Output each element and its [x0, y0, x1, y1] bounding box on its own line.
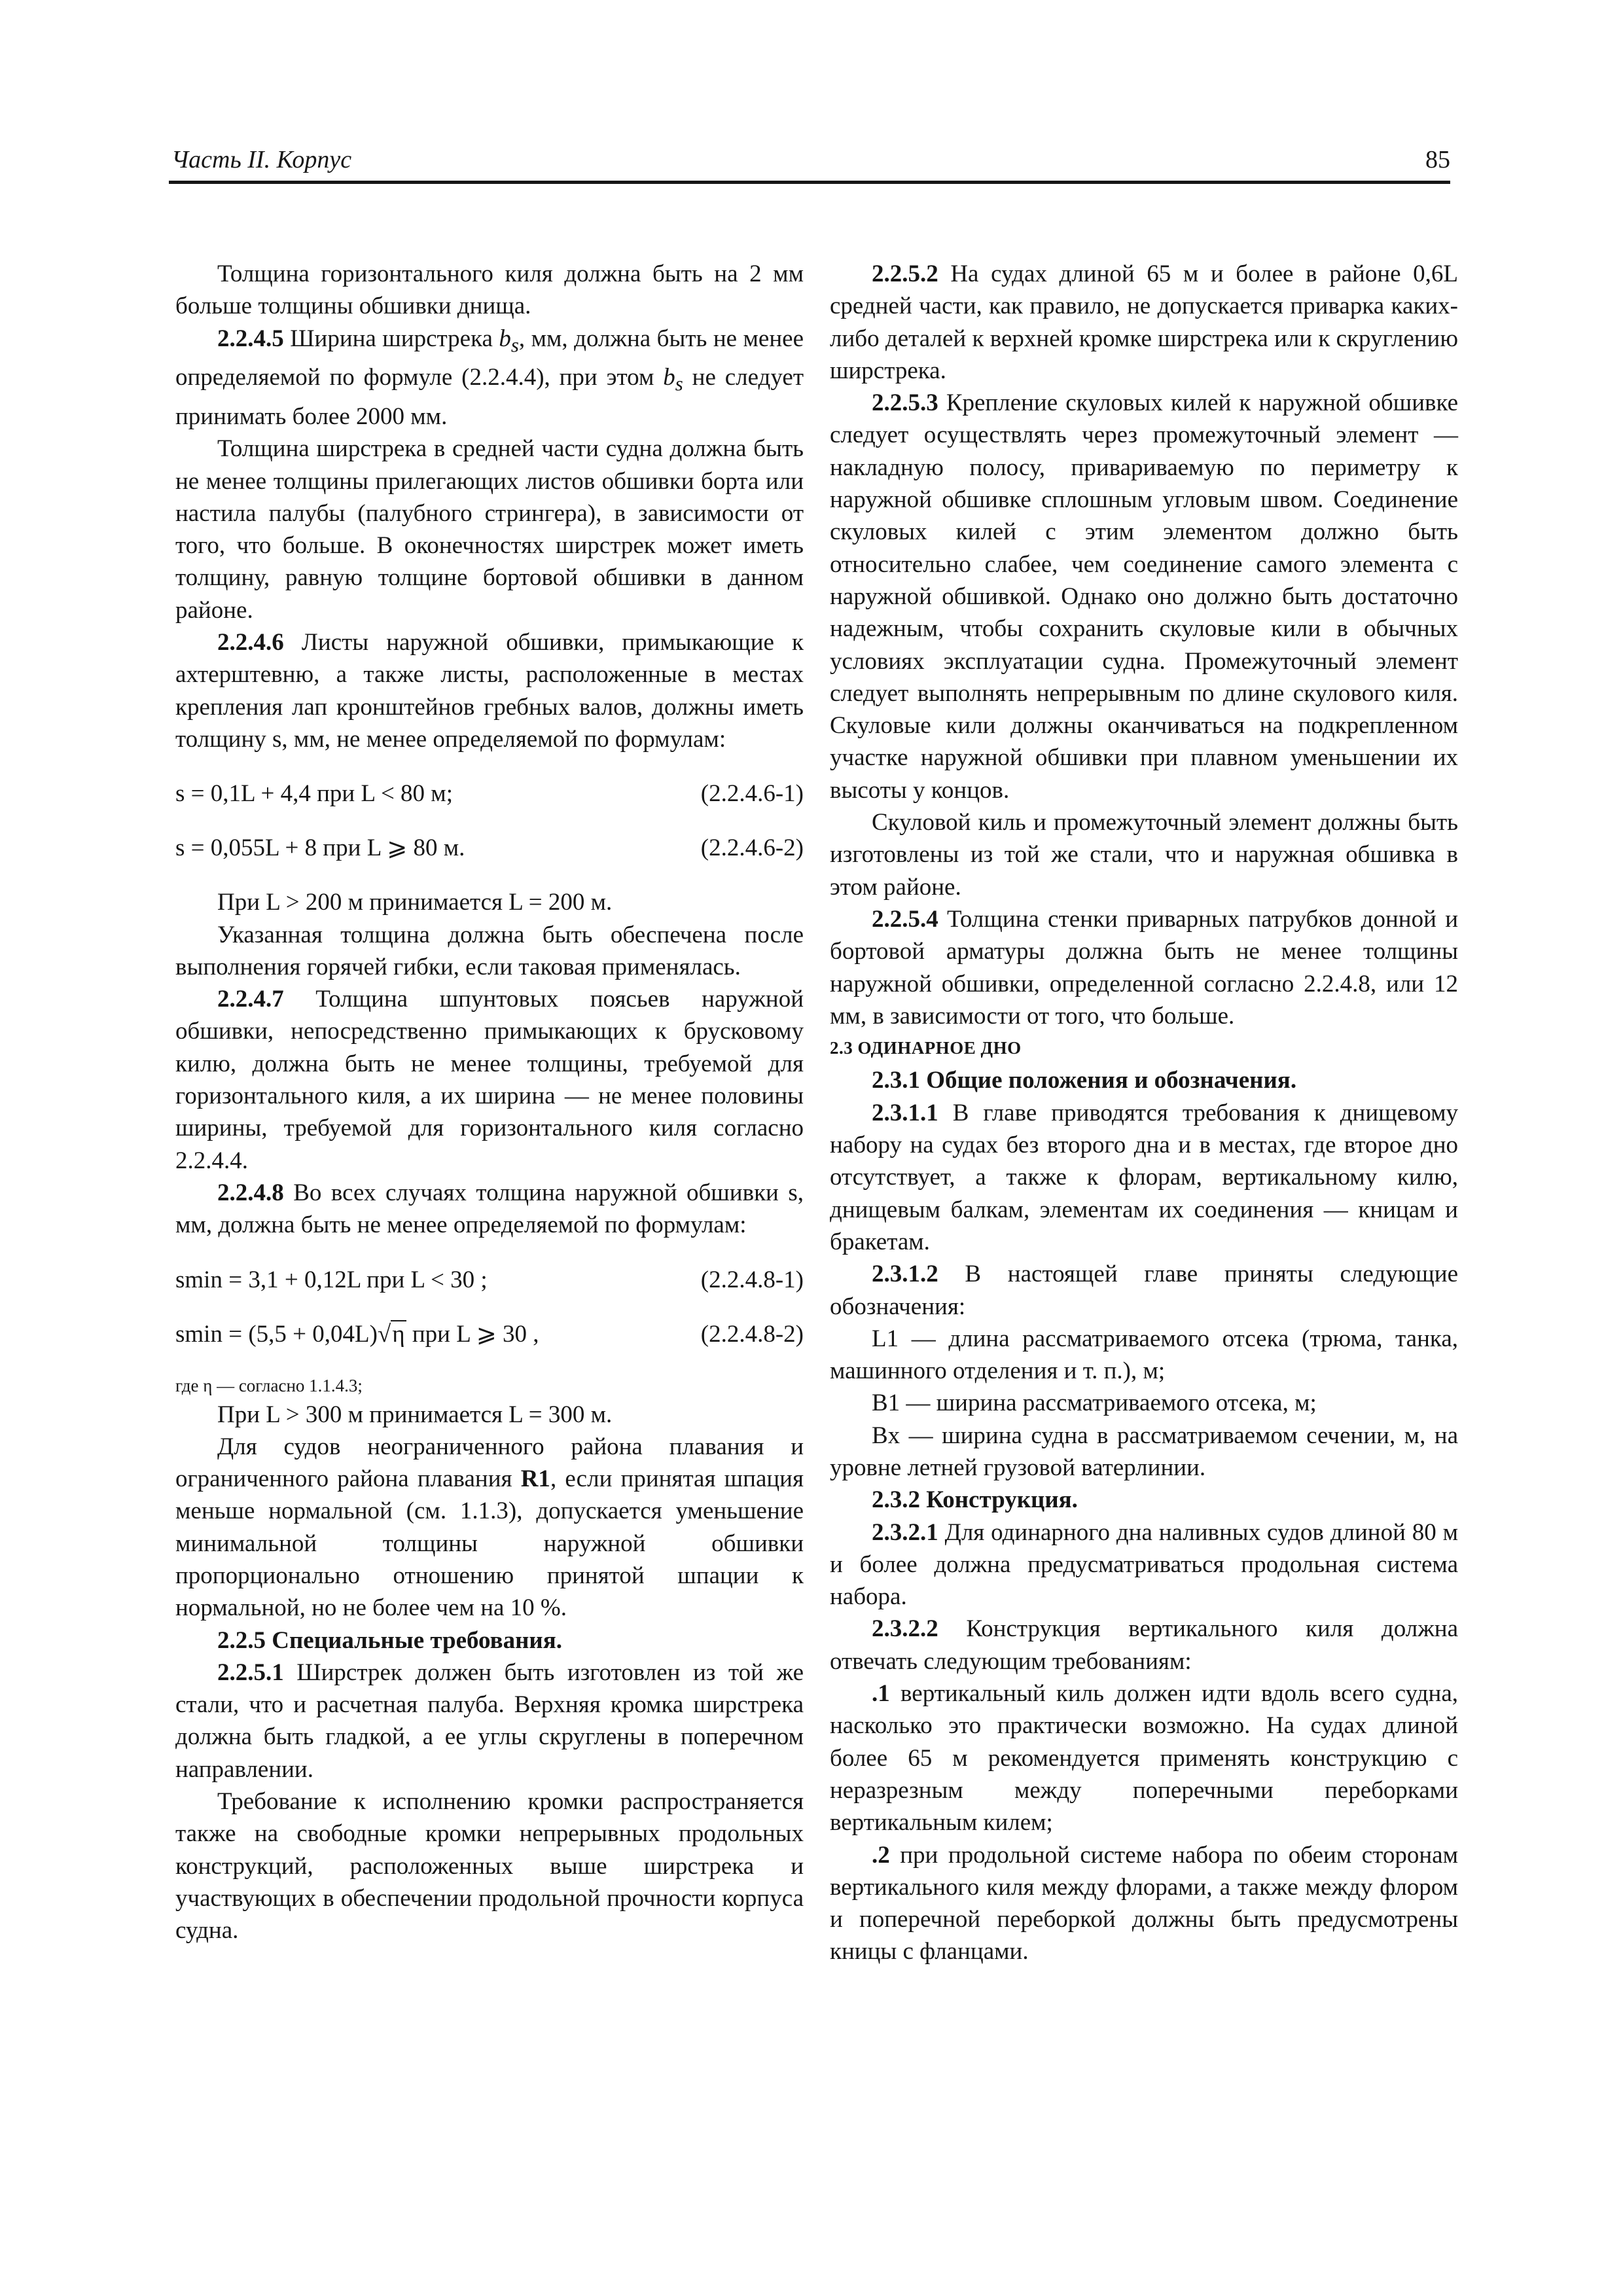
paragraph — [175, 1431, 804, 1624]
page-number: 85 — [1425, 146, 1450, 173]
formula-expression: smin = (5,5 + 0,04L)√η при L ⩾ 30 , — [175, 1320, 539, 1348]
paragraph-2-2-5-2 — [830, 258, 1458, 387]
formula-2-2-4-6-1 — [175, 778, 804, 810]
text: Для судов неограниченного района плавания и ограниченного района плавания — [175, 1433, 804, 1493]
formula-2-2-4-8-1 — [175, 1264, 804, 1296]
paragraph: Требование к исполнению кромки распространяется также на свободные кромки непрерывных продольных конструкций, расположенных выше ширстрека и участвующих в обеспечении продольной прочности корпуса судна. — [175, 1788, 804, 1945]
formula-expression: s = 0,1L + 4,4 при L < 80 м; — [175, 780, 454, 808]
clause-number: 2.2.4.8 — [217, 1179, 284, 1206]
running-header — [169, 145, 1450, 182]
paragraph-2-2-5-1 — [175, 1657, 804, 1785]
paragraph-2-2-4-6 — [175, 626, 804, 755]
header-rule — [169, 181, 1450, 184]
list-item — [830, 1677, 1458, 1839]
paragraph-2-2-4-8 — [175, 1177, 804, 1242]
formula-2-2-4-8-2 — [175, 1318, 804, 1350]
definition: L1 — длина рассматриваемого отсека (трюма, танка, машинного отделения и т. п.), м; — [830, 1325, 1458, 1385]
text: Во всех случаях толщина наружной обшивки s, мм, должна быть не менее определяемой по формулам: — [175, 1179, 804, 1239]
subsection-heading — [830, 1484, 1458, 1516]
subscript: s — [510, 333, 519, 356]
equation-number: (2.2.4.8-2) — [700, 1320, 804, 1348]
text: Ширстрек должен быть изготовлен из той же стали, что и расчетная палуба. Верхняя кромка ширстрека должна быть гладкой, а ее углы скруглены в поперечном направлении. — [175, 1659, 804, 1783]
clause-number: 2.2.5.2 — [872, 260, 938, 287]
definition: B1 — ширина рассматриваемого отсека, м; — [872, 1390, 1317, 1417]
clause-number: 2.3.2.1 — [872, 1518, 938, 1546]
clause-number: 2.3.1.1 — [872, 1099, 938, 1126]
text: Толщина стенки приварных патрубков донной и бортовой арматуры должна быть не менее толщины наружной обшивки, определенной согласно 2.2.4.8, или 12 мм, в зависимости от того, что больше. — [830, 905, 1458, 1030]
text: , если принятая шпация меньше нормальной (см. 1.1.3), допускается уменьшение минимальной толщины наружной обшивки пропорционально отношению принятой шпации к нормальной, но не более чем на 10 %. — [175, 1465, 804, 1622]
clause-number: 2.3.1.2 — [872, 1261, 938, 1288]
header-title: Часть II. Корпус — [171, 146, 352, 173]
paragraph: Толщина горизонтального киля должна быть на 2 мм больше толщины обшивки днища. — [175, 260, 804, 320]
paragraph-2-3-2-2 — [830, 1613, 1458, 1677]
equation-number: (2.2.4.6-2) — [700, 834, 804, 862]
clause-number: 2.3.2.2 — [872, 1615, 938, 1643]
paragraph-2-3-1-2 — [830, 1258, 1458, 1323]
paragraph-2-2-4-7 — [175, 983, 804, 1177]
paragraph-2-2-4-5 — [175, 323, 804, 433]
paragraph-2-2-5-3 — [830, 387, 1458, 806]
text: , мм, должна быть не менее определяемой по формуле (2.2.4.4), при этом — [175, 325, 804, 391]
formula-part: при L ⩾ 30 , — [406, 1320, 539, 1348]
heading-text: 2.3.1 Общие положения и обозначения. — [872, 1067, 1297, 1094]
text: Ширина ширстрека — [283, 325, 499, 352]
paragraph-2-2-5-4 — [830, 903, 1458, 1032]
subscript: s — [675, 372, 683, 395]
text: не следует принимать более 2000 мм. — [175, 364, 804, 430]
paragraph: Указанная толщина должна быть обеспечена после выполнения горячей гибки, если таковая применялась. — [175, 921, 804, 980]
subsection-heading — [175, 1624, 804, 1657]
paragraph: Толщина ширстрека в средней части судна должна быть не менее толщины прилегающих листов обшивки борта или настила палубы (палубного стрингера), в зависимости от того, что больше. В оконечностях ширстрек может иметь толщину, равную толщине бортовой обшивки в данном районе. — [175, 435, 804, 624]
paragraph: При L > 200 м принимается L = 200 м. — [217, 889, 613, 916]
section-title: 2.3 ОДИНАРНОЕ ДНО — [830, 1038, 1022, 1058]
left-column — [175, 258, 804, 1947]
list-item — [830, 1839, 1458, 1968]
text: Для одинарного дна наливных судов длиной 80 м и более должна предусматриваться продольная система набора. — [830, 1518, 1458, 1611]
formula-note: где η — согласно 1.1.4.3; — [175, 1375, 363, 1395]
definition: Bx — ширина судна в рассматриваемом сечении, м, на уровне летней грузовой ватерлинии. — [830, 1422, 1458, 1481]
text: В настоящей главе приняты следующие обозначения: — [830, 1261, 1458, 1320]
paragraph-2-3-1-1 — [830, 1097, 1458, 1258]
clause-number: 2.2.5.1 — [217, 1659, 284, 1686]
text: В главе приводятся требования к днищевому набору на судах без второго дна и в местах, где второе дно отсутствует, а также к флорам, вертикальному килю, днищевым балкам, элементам их соединения — кницам и бракетам. — [830, 1099, 1458, 1255]
text: Крепление скуловых килей к наружной обшивке следует осуществлять через промежуточный элемент — накладную полосу, привариваемую по периметру к наружной обшивке сплошным угловым швом. Соединение скуловых килей с этим элементом должно быть относительно слабее, чем соединение самого элемента с наружной обшивкой. Однако оно должно быть достаточно надежным, чтобы сохранить скуловые кили в обычных условиях эксплуатации судна. Промежуточный элемент следует выполнять непрерывным по длине скулового киля. Скуловые кили должны оканчиваться на подкрепленном участке наружной обшивки при плавном уменьшении их высоты у концов. — [830, 389, 1458, 804]
region-code: R1 — [520, 1465, 550, 1493]
formula-2-2-4-6-2 — [175, 832, 804, 864]
paragraph: При L > 300 м принимается L = 300 м. — [217, 1401, 613, 1428]
formula-part: smin = (5,5 + 0,04L) — [175, 1320, 378, 1348]
heading-text: 2.2.5 Специальные требования. — [217, 1626, 562, 1654]
item-number: .1 — [872, 1680, 890, 1708]
formula-expression: s = 0,055L + 8 при L ⩾ 80 м. — [175, 834, 465, 862]
text: Толщина шпунтовых поясьев наружной обшивки, непосредственно примыкающих к брусковому килю, должна быть не менее толщины, требуемой для горизонтального киля, а их ширина — не менее половины ширины, требуемой для горизонтального киля согласно 2.2.4.4. — [175, 986, 804, 1174]
variable: b — [663, 364, 675, 391]
formula-expression: smin = 3,1 + 0,12L при L < 30 ; — [175, 1266, 488, 1293]
subsection-heading — [830, 1064, 1458, 1096]
item-number: .2 — [872, 1841, 890, 1869]
heading-text: 2.3.2 Конструкция. — [872, 1486, 1078, 1514]
text: при продольной системе набора по обеим сторонам вертикального киля между флорами, а также между флором и поперечной переборкой должны быть предусмотрены кницы с фланцами. — [830, 1841, 1458, 1965]
clause-number: 2.2.4.7 — [217, 986, 284, 1013]
equation-number: (2.2.4.6-1) — [700, 780, 804, 808]
clause-number: 2.2.4.5 — [217, 325, 284, 352]
paragraph-2-3-2-1 — [830, 1516, 1458, 1613]
variable: b — [499, 325, 511, 352]
root-argument: η — [392, 1320, 405, 1348]
right-column — [830, 258, 1458, 1968]
clause-number: 2.2.4.6 — [217, 629, 284, 656]
text: Конструкция вертикального киля должна отвечать следующим требованиям: — [830, 1615, 1458, 1675]
text: На судах длиной 65 м и более в районе 0,6L средней части, как правило, не допускается приварка каких-либо деталей к верхней кромке ширстрека или к скруглению ширстрека. — [830, 260, 1458, 384]
clause-number: 2.2.5.3 — [872, 389, 938, 417]
paragraph: Скуловой киль и промежуточный элемент должны быть изготовлены из той же стали, что и наружная обшивка в этом районе. — [830, 809, 1458, 901]
equation-number: (2.2.4.8-1) — [700, 1266, 804, 1293]
clause-number: 2.2.5.4 — [872, 905, 938, 933]
text: Листы наружной обшивки, примыкающие к ахтерштевню, а также листы, расположенные в местах крепления лап кронштейнов гребных валов, должны иметь толщину s, мм, не менее определяемой по формулам: — [175, 629, 804, 753]
text: вертикальный киль должен идти вдоль всего судна, насколько это практически возможно. На судах длиной более 65 м рекомендуется применять конструкцию с неразрезным между поперечными переборками вертикальным килем; — [830, 1680, 1458, 1837]
